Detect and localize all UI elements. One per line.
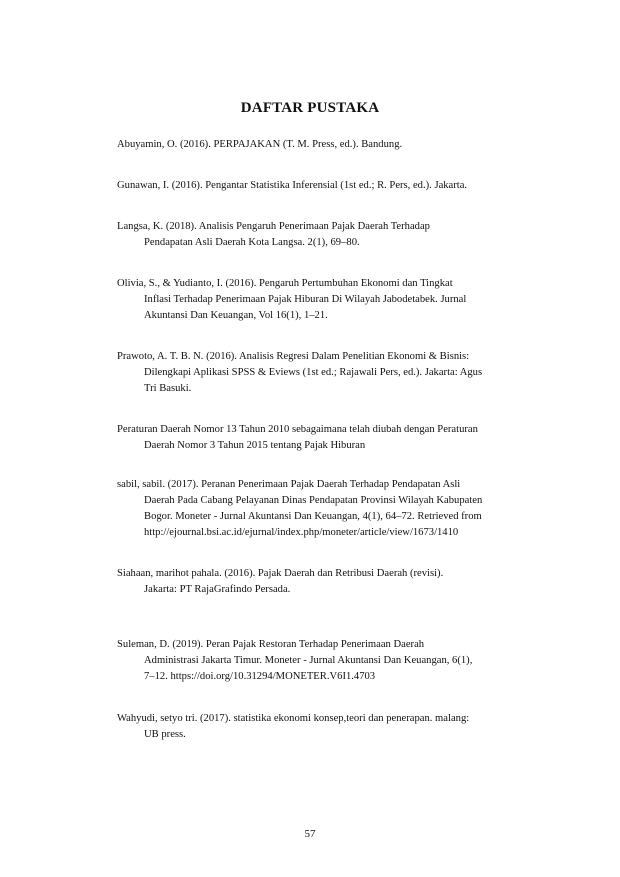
reference-entry [117,178,547,194]
reference-line: Inflasi Terhadap Penerimaan Pajak Hiburan Di Wilayah Jabodetabek. Jurnal [144,294,467,305]
reference-entry [117,137,547,153]
reference-line: Suleman, D. (2019). Peran Pajak Restoran Terhadap Penerimaan Daerah [117,639,425,650]
reference-line: Langsa, K. (2018). Analisis Pengaruh Penerimaan Pajak Daerah Terhadap [117,221,430,232]
reference-line: Bogor. Moneter - Jurnal Akuntansi Dan Keuangan, 4(1), 64–72. Retrieved from [144,511,482,522]
reference-entry [117,711,547,743]
reference-entry [117,219,547,251]
reference-line: Peraturan Daerah Nomor 13 Tahun 2010 sebagaimana telah diubah dengan Peraturan [117,424,478,435]
reference-line: Wahyudi, setyo tri. (2017). statistika ekonomi konsep,teori dan penerapan. malang: [117,713,470,724]
reference-line: Abuyamin, O. (2016). PERPAJAKAN (T. M. Press, ed.). Bandung. [117,139,403,150]
reference-line: http://ejournal.bsi.ac.id/ejurnal/index.php/moneter/article/view/1673/1410 [144,527,459,538]
reference-entry [117,349,547,397]
reference-line: Prawoto, A. T. B. N. (2016). Analisis Regresi Dalam Penelitian Ekonomi & Bisnis: [117,351,470,362]
reference-line: 7–12. https://doi.org/10.31294/MONETER.V6I1.4703 [144,671,376,682]
reference-entry [117,477,547,541]
reference-line: Pendapatan Asli Daerah Kota Langsa. 2(1), 69–80. [144,237,360,248]
reference-entry [117,637,547,685]
reference-line: Administrasi Jakarta Timur. Moneter - Jurnal Akuntansi Dan Keuangan, 6(1), [144,655,473,666]
reference-line: Daerah Pada Cabang Pelayanan Dinas Pendapatan Provinsi Wilayah Kabupaten [144,495,483,506]
reference-line: Tri Basuki. [144,383,192,394]
reference-line: Gunawan, I. (2016). Pengantar Statistika Inferensial (1st ed.; R. Pers, ed.). Jakarta. [117,180,468,191]
reference-entry [117,276,547,324]
reference-line: Siahaan, marihot pahala. (2016). Pajak Daerah dan Retribusi Daerah (revisi). [117,568,444,579]
reference-line: Jakarta: PT RajaGrafindo Persada. [144,584,291,595]
reference-line: Daerah Nomor 3 Tahun 2015 tentang Pajak Hiburan [144,440,366,451]
reference-entry [117,566,547,598]
page-number: 57 [304,828,316,840]
reference-line: Olivia, S., & Yudianto, I. (2016). Pengaruh Pertumbuhan Ekonomi dan Tingkat [117,278,453,289]
reference-entry [117,422,547,454]
reference-line: Dilengkapi Aplikasi SPSS & Eviews (1st ed.; Rajawali Pers, ed.). Jakarta: Agus [144,367,483,378]
reference-line: Akuntansi Dan Keuangan, Vol 16(1), 1–21. [144,310,328,321]
reference-line: UB press. [144,729,186,740]
reference-line: sabil, sabil. (2017). Peranan Penerimaan Pajak Daerah Terhadap Pendapatan Asli [117,479,461,490]
page-title: DAFTAR PUSTAKA [240,100,380,116]
